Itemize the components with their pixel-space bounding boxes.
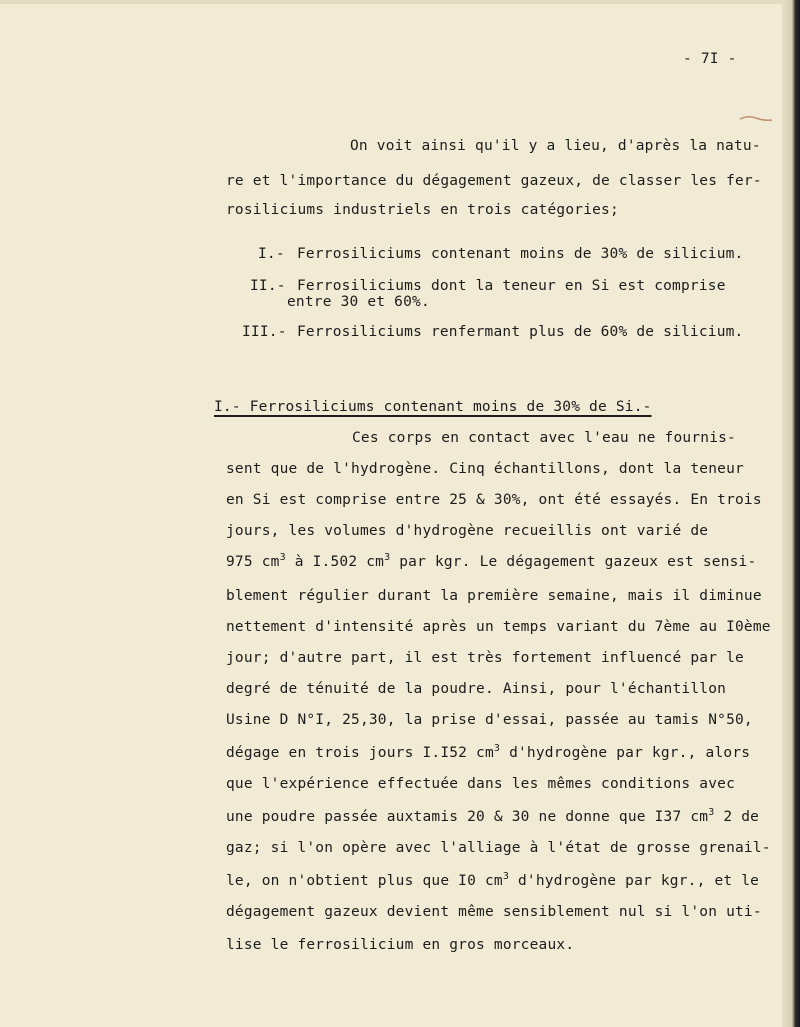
category-2-text: Ferrosiliciums dont la teneur en Si est comprise bbox=[297, 278, 726, 294]
category-1-number: I.- bbox=[258, 246, 285, 262]
body-line-16: dégagement gazeux devient même sensiblement nul si l'on uti- bbox=[226, 904, 762, 920]
scan-top-edge bbox=[0, 0, 800, 4]
superscript-3: 3 bbox=[384, 552, 391, 563]
category-1-text: Ferrosiliciums contenant moins de 30% de silicium. bbox=[297, 246, 744, 262]
ink-mark-decoration bbox=[738, 113, 774, 125]
body-line-3: en Si est comprise entre 25 & 30%, ont été essayés. En trois bbox=[226, 492, 762, 508]
body-line-15 bbox=[226, 871, 760, 889]
body-line-2: sent que de l'hydrogène. Cinq échantillons, dont la teneur bbox=[226, 461, 744, 477]
category-3-number: III.- bbox=[242, 324, 287, 340]
body-line-13-a: une poudre passée auxtamis 20 & 30 ne donne que I37 cm bbox=[226, 809, 709, 825]
body-line-8: jour; d'autre part, il est très fortement influencé par le bbox=[226, 650, 744, 666]
scan-right-edge bbox=[782, 0, 800, 1027]
body-line-9: degré de ténuité de la poudre. Ainsi, pour l'échantillon bbox=[226, 681, 727, 697]
category-3-text: Ferrosiliciums renfermant plus de 60% de silicium. bbox=[297, 324, 744, 340]
body-line-7: nettement d'intensité après un temps variant du 7ème au I0ème bbox=[226, 619, 771, 635]
body-line-10: Usine D N°I, 25,30, la prise d'essai, passée au tamis N°50, bbox=[226, 712, 753, 728]
body-line-15-b: d'hydrogène par kgr., et le bbox=[509, 873, 760, 889]
superscript-3: 3 bbox=[502, 871, 510, 882]
body-line-13-b: 2 de bbox=[714, 809, 760, 825]
page-number: - 7I - bbox=[683, 51, 737, 67]
intro-line-1: On voit ainsi qu'il y a lieu, d'après la natu- bbox=[350, 138, 761, 154]
body-line-14: gaz; si l'on opère avec l'alliage à l'état de grosse grenail- bbox=[226, 840, 771, 856]
body-line-15-a: le, on n'obtient plus que I0 cm bbox=[226, 873, 503, 889]
body-line-5-b: à I.502 cm bbox=[285, 554, 385, 570]
body-line-11-a: dégage en trois jours I.I52 cm bbox=[226, 745, 494, 761]
body-line-6: blement régulier durant la première semaine, mais il diminue bbox=[226, 588, 762, 604]
category-2-number: II.- bbox=[250, 278, 286, 294]
superscript-3: 3 bbox=[708, 807, 715, 818]
body-line-13 bbox=[226, 807, 760, 825]
section-heading: I.- Ferrosiliciums contenant moins de 30% de Si.- bbox=[214, 399, 652, 415]
body-line-17: lise le ferrosilicium en gros morceaux. bbox=[226, 937, 575, 953]
body-line-5-a: 975 cm bbox=[226, 554, 280, 570]
intro-line-2: re et l'importance du dégagement gazeux, de classer les fer- bbox=[226, 173, 762, 189]
body-line-4: jours, les volumes d'hydrogène recueillis ont varié de bbox=[226, 523, 709, 539]
body-line-11-b: d'hydrogène par kgr., alors bbox=[500, 745, 751, 761]
superscript-3: 3 bbox=[279, 552, 286, 563]
body-line-11 bbox=[226, 743, 751, 761]
intro-line-3: rosiliciums industriels en trois catégories; bbox=[226, 202, 619, 218]
body-line-12: que l'expérience effectuée dans les mêmes conditions avec bbox=[226, 776, 735, 792]
body-line-5 bbox=[226, 552, 757, 570]
category-2-text-cont: entre 30 et 60%. bbox=[287, 294, 430, 310]
body-line-1: Ces corps en contact avec l'eau ne fournis- bbox=[352, 430, 736, 446]
body-line-5-c: par kgr. Le dégagement gazeux est sensi- bbox=[390, 554, 757, 570]
superscript-3: 3 bbox=[493, 743, 501, 754]
